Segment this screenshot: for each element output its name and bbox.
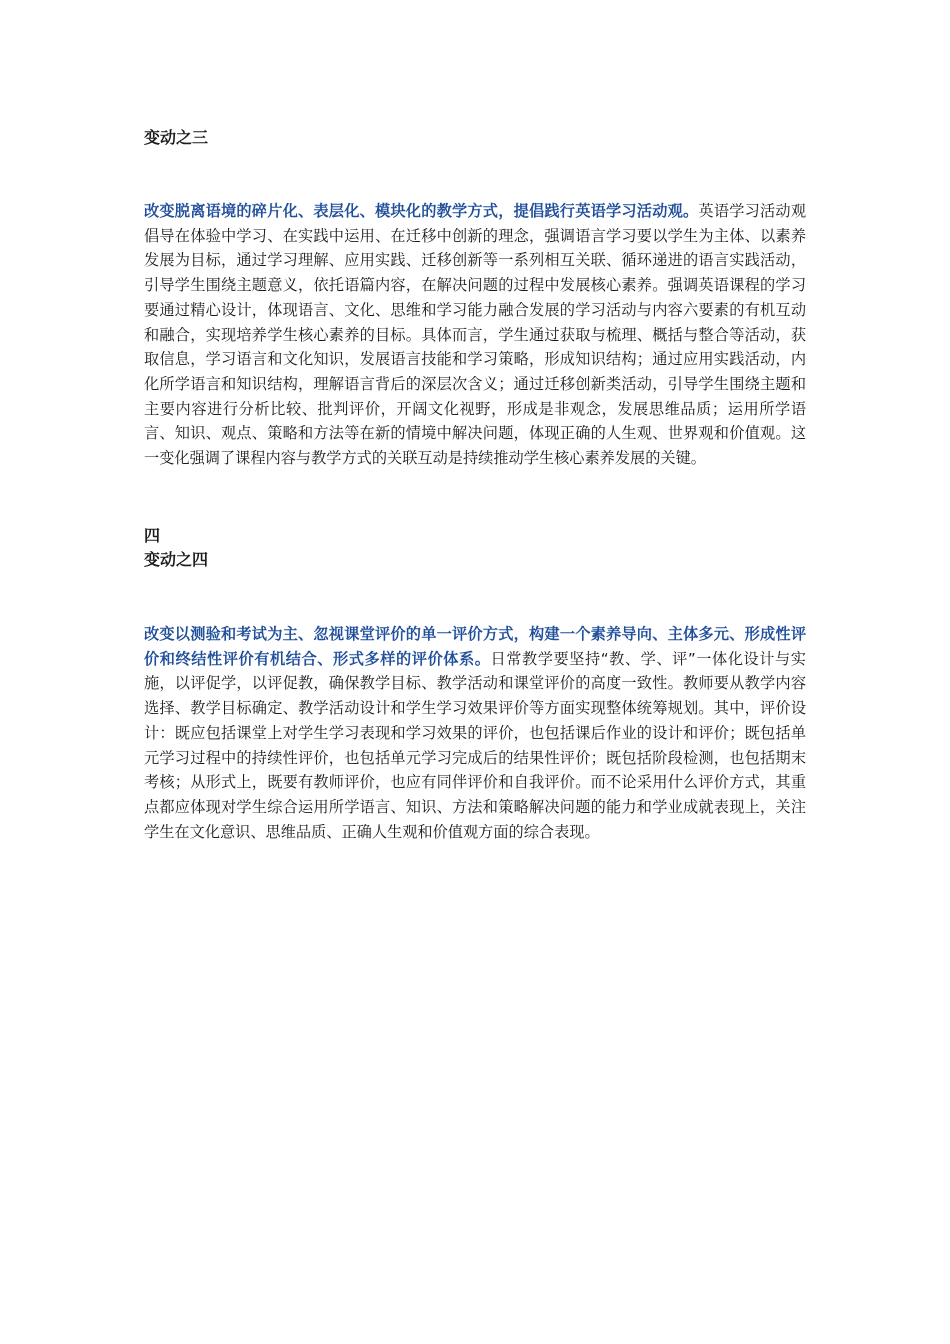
section-3-body: 英语学习活动观倡导在体验中学习、在实践中运用、在迁移中创新的理念，强调语言学习要以学生为主体、以素养发展为目标，通过学习理解、应用实践、迁移创新等一系列相互关联、循环递进的语言实践活动，引导学生围绕主题意义，依托语篇内容，在解决问题的过程中发展核心素养。强调英语课程的学习要通过精心设计，体现语言、文化、思维和学习能力融合发展的学习活动与内容六要素的有机互动和融合，实现培养学生核心素养的目标。具体而言，学生通过获取与梳理、概括与整合等活动，获取信息，学习语言和文化知识，发展语言技能和学习策略，形成知识结构；通过应用实践活动，内化所学语言和知识结构，理解语言背后的深层次含义；通过迁移创新类活动，引导学生围绕主题和主要内容进行分析比较、批判评价，开阔文化视野，形成是非观念，发展思维品质；运用所学语言、知识、观点、策略和方法等在新的情境中解决问题，体现正确的人生观、世界观和价值观。这一变化强调了课程内容与教学方式的关联互动是持续推动学生核心素养发展的关键。 — [144, 202, 807, 468]
section-4-number: 四 — [144, 526, 161, 545]
section-3-heading: 变动之三 — [144, 128, 209, 147]
section-4-paragraph — [144, 622, 806, 844]
section-4-lead: 改变以测验和考试为主、忽视课堂评价的单一评价方式，构建一个素养导向、主体多元、形成性评价和终结性评价有机结合、形式多样的评价体系。 — [144, 625, 806, 668]
section-3-lead: 改变脱离语境的碎片化、表层化、模块化的教学方式，提倡践行英语学习活动观。 — [144, 202, 699, 220]
section-3-paragraph — [144, 199, 806, 471]
section-4-body: 日常教学要坚持“教、学、评”一体化设计与实施，以评促学，以评促教，确保教学目标、教学活动和课堂评价的高度一致性。教师要从教学内容选择、教学目标确定、教学活动设计和学生学习效果评价等方面实现整体统筹规划。其中，评价设计：既应包括课堂上对学生学习表现和学习效果的评价，也包括课后作业的设计和评价；既包括单元学习过程中的持续性评价，也包括单元学习完成后的结果性评价；既包括阶段检测，也包括期末考核；从形式上，既要有教师评价，也应有同伴评价和自我评价。而不论采用什么评价方式，其重点都应体现对学生综合运用所学语言、知识、方法和策略解决问题的能力和学业成就表现上，关注学生在文化意识、思维品质、正确人生观和价值观方面的综合表现。 — [144, 649, 806, 841]
section-4-heading: 变动之四 — [144, 550, 209, 569]
